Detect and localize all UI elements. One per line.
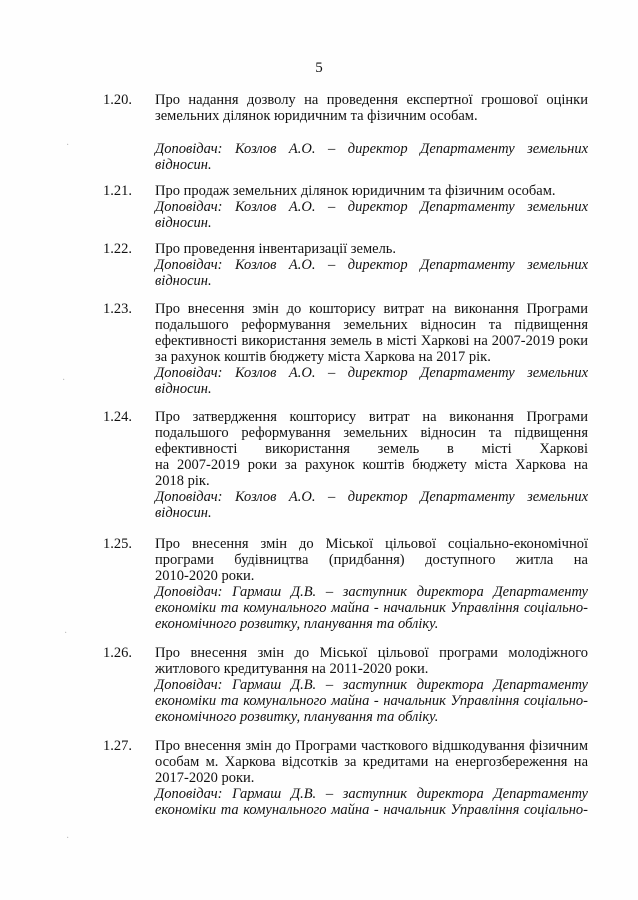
item-title-line: Про внесення змін до Міської цільової програми молодіжного (155, 645, 588, 661)
item-title-line: 2018 рік. (155, 473, 210, 489)
speaker-line: економічного розвитку, планування та обліку. (155, 616, 439, 632)
speaker-line: економіки та комунального майна - начальник Управління соціально- (155, 693, 588, 709)
speaker-line: Доповідач: Козлов А.О. – директор Департаменту земельних (155, 365, 588, 381)
scan-speck: · (62, 375, 66, 386)
item-body (155, 536, 588, 632)
speaker-line: економіки та комунального майна - начальник Управління соціально- (155, 802, 588, 818)
item-title-line: Про затвердження кошторису витрат на виконання Програми (155, 409, 588, 425)
item-number: 1.20. (103, 92, 132, 108)
speaker-line: економічного розвитку, планування та обліку. (155, 709, 439, 725)
item-title-line: за рахунок коштів бюджету міста Харкова на 2017 рік. (155, 349, 491, 365)
item-number: 1.24. (103, 409, 132, 425)
item-number: 1.23. (103, 301, 132, 317)
item-title-line: ефективності використання земель в місті Харкові на 2007-2019 роки (155, 333, 588, 349)
speaker-line: Доповідач: Козлов А.О. – директор Департаменту земельних (155, 489, 588, 505)
item-title-line: подальшого реформування земельних відносин та підвищення (155, 425, 588, 441)
item-body (155, 92, 588, 173)
item-title-line: 2010-2020 роки. (155, 568, 255, 584)
item-title-line: особам м. Харкова відсотків за кредитами на енергозбереження на (155, 754, 588, 770)
scan-speck: · (66, 833, 70, 844)
item-title-line: ефективності використання земель в місті Харкові (155, 441, 588, 457)
item-number: 1.25. (103, 536, 132, 552)
item-title-line: Про внесення змін до кошторису витрат на виконання Програми (155, 301, 588, 317)
item-number: 1.27. (103, 738, 132, 754)
item-body (155, 183, 588, 231)
scan-speck: · (66, 140, 70, 151)
speaker-line: відносин. (155, 505, 212, 521)
item-title-line: Про надання дозволу на проведення експертної грошової оцінки (155, 92, 588, 108)
speaker-line: Доповідач: Гармаш Д.В. – заступник директора Департаменту (155, 677, 588, 693)
item-title-line: земельних ділянок юридичним та фізичним особам. (155, 108, 478, 124)
item-title-line: Про внесення змін до Міської цільової соціально-економічної (155, 536, 588, 552)
item-number: 1.21. (103, 183, 132, 199)
item-title-line: 2017-2020 роки. (155, 770, 255, 786)
item-title-line: Про проведення інвентаризації земель. (155, 241, 397, 257)
item-title-line: житлового кредитування на 2011-2020 роки. (155, 661, 429, 677)
item-title-line: Про внесення змін до Програми часткового відшкодування фізичним (155, 738, 588, 754)
speaker-line: економіки та комунального майна - начальник Управління соціально- (155, 600, 588, 616)
item-title-line: подальшого реформування земельних відносин та підвищення (155, 317, 588, 333)
page-number: 5 (315, 60, 323, 76)
item-number: 1.22. (103, 241, 132, 257)
item-body (155, 241, 588, 289)
speaker-line: відносин. (155, 157, 212, 173)
item-number: 1.26. (103, 645, 132, 661)
scan-speck: · (64, 628, 68, 639)
speaker-line: відносин. (155, 381, 212, 397)
item-title-line: програми будівництва (придбання) доступного житла на (155, 552, 588, 568)
speaker-line: Доповідач: Козлов А.О. – директор Департаменту земельних (155, 257, 588, 273)
speaker-line: відносин. (155, 215, 212, 231)
item-body (155, 301, 588, 397)
speaker-line: Доповідач: Гармаш Д.В. – заступник директора Департаменту (155, 584, 588, 600)
item-body (155, 645, 588, 725)
item-body (155, 409, 588, 521)
item-body (155, 738, 588, 818)
speaker-line: відносин. (155, 273, 212, 289)
speaker-line: Доповідач: Козлов А.О. – директор Департаменту земельних (155, 199, 588, 215)
speaker-line: Доповідач: Козлов А.О. – директор Департаменту земельних (155, 141, 588, 157)
speaker-line: Доповідач: Гармаш Д.В. – заступник директора Департаменту (155, 786, 588, 802)
item-title-line: Про продаж земельних ділянок юридичним та фізичним особам. (155, 183, 556, 199)
item-title-line: на 2007-2019 роки за рахунок коштів бюджету міста Харкова на (155, 457, 588, 473)
